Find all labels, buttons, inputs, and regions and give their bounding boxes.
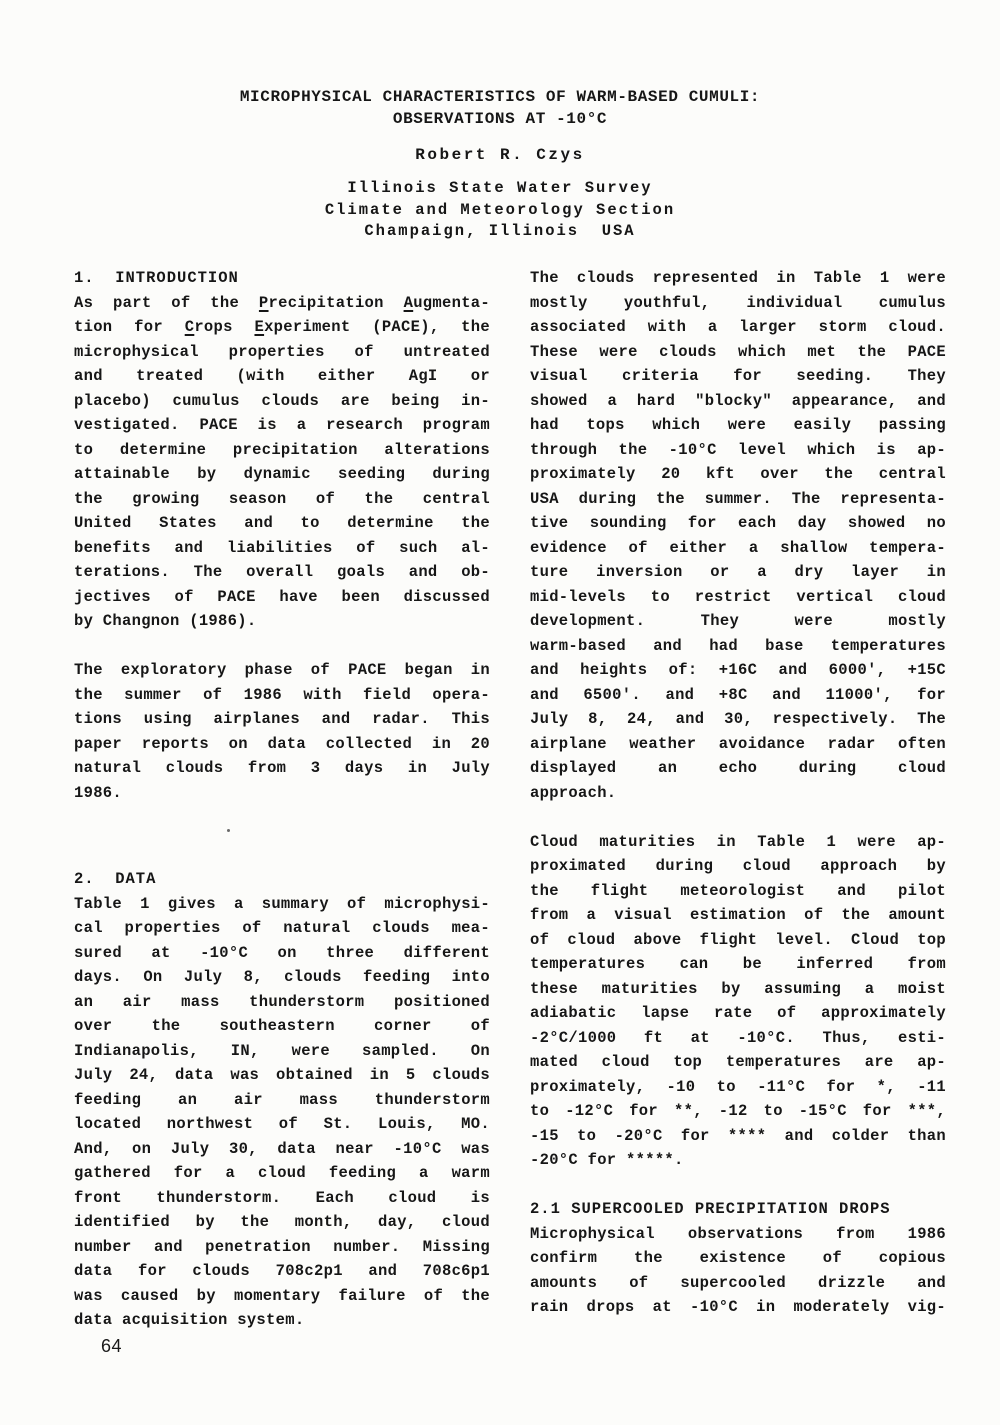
text-line: Table 1 gives a summary of microphysi- — [74, 894, 490, 913]
paragraph-introduction-1 — [74, 291, 490, 634]
text-line: ture inversion or a dry layer in — [530, 563, 946, 581]
text-line: from a visual estimation of the amount — [530, 906, 946, 924]
text-line: -20°C for *****. — [530, 1151, 684, 1169]
text-line: placebo) cumulus clouds are being in- — [74, 391, 490, 410]
text-line: proximately, -10 to -11°C for *, -11 — [530, 1077, 946, 1096]
text-line: proximately 20 kft over the central — [530, 465, 946, 483]
underlined-letter: P — [258, 293, 269, 312]
text-line: number and penetration number. Missing — [74, 1237, 490, 1256]
text-line: temperatures can be inferred from — [530, 955, 946, 973]
text-line: United States and to determine the — [74, 514, 490, 532]
text-line: approach. — [530, 783, 617, 802]
text-line: July 8, 24, and 30, respectively. The — [530, 710, 946, 728]
text-line: microphysical properties of untreated — [74, 342, 490, 361]
text-line: to -12°C for **, -12 to -15°C for ***, — [530, 1102, 946, 1120]
text-line: rain drops at -10°C in moderately vig- — [530, 1298, 946, 1316]
text-line: mid-levels to restrict vertical cloud — [530, 587, 946, 606]
text-line: As part of the Precipitation Augmenta- — [74, 293, 490, 312]
text-line: mostly youthful, individual cumulus — [530, 293, 946, 312]
text-line: paper reports on data collected in 20 — [74, 734, 490, 753]
underlined-letter: A — [403, 293, 414, 312]
text-line: tive sounding for each day showed no — [530, 514, 946, 532]
text-line: benefits and liabilities of such al- — [74, 538, 490, 557]
text-line: displayed an echo during cloud — [530, 759, 946, 777]
text-line: sured at -10°C on three different — [74, 943, 490, 962]
text-line: airplane weather avoidance radar often — [530, 734, 946, 753]
section-heading-supercooled-drops: 2.1 SUPERCOOLED PRECIPITATION DROPS — [530, 1200, 891, 1218]
text-line: proximated during cloud approach by — [530, 857, 946, 875]
text-line: showed a hard "blocky" appearance, and — [530, 391, 946, 410]
text-line: terations. The overall goals and ob- — [74, 563, 490, 581]
text-line: associated with a larger storm cloud. — [530, 318, 946, 336]
text-line: by Changnon (1986). — [74, 612, 257, 630]
text-line: feeding an air mass thunderstorm — [74, 1090, 490, 1109]
text-line: The clouds represented in Table 1 were — [530, 269, 946, 287]
paper-title-line-2: OBSERVATIONS AT -10°C — [392, 110, 608, 128]
text-line: These were clouds which met the PACE — [530, 342, 946, 361]
text-line: Indianapolis, IN, were sampled. On — [74, 1041, 490, 1060]
affiliation-line-2: Climate and Meteorology Section — [324, 200, 676, 219]
text-line: data acquisition system. — [74, 1311, 305, 1329]
text-line: And, on July 30, data near -10°C was — [74, 1139, 490, 1158]
text-line: 1986. — [74, 783, 123, 802]
text-line: the flight meteorologist and pilot — [530, 881, 946, 900]
affiliation-line-1: Illinois State Water Survey — [347, 179, 653, 197]
text-line: gathered for a cloud feeding a warm — [74, 1164, 490, 1182]
section-heading-introduction: 1. INTRODUCTION — [74, 269, 239, 287]
section-heading-data: 2. DATA — [74, 870, 157, 888]
text-line: was caused by momentary failure of the — [74, 1286, 490, 1305]
left-column — [74, 266, 490, 1333]
text-line: days. On July 8, clouds feeding into — [74, 968, 490, 986]
paper-title-line-1: MICROPHYSICAL CHARACTERISTICS OF WARM-BASED CUMULI: — [239, 88, 761, 106]
author-name: Robert R. Czys — [415, 146, 585, 164]
text-line: development. They were mostly — [530, 612, 946, 630]
scan-artifact-dot — [227, 829, 230, 832]
text-line: attainable by dynamic seeding during — [74, 465, 490, 483]
affiliation-block — [0, 178, 1000, 243]
text-line: adiabatic lapse rate of approximately — [530, 1004, 946, 1022]
text-line: evidence of either a shallow tempera- — [530, 538, 946, 557]
text-line: Cloud maturities in Table 1 were ap- — [530, 832, 946, 851]
affiliation-line-3: Champaign, Illinois USA — [364, 222, 636, 240]
text-line: July 24, data was obtained in 5 clouds — [74, 1066, 490, 1084]
text-line: identified by the month, day, cloud — [74, 1213, 490, 1231]
text-line: and treated (with either AgI or — [74, 367, 490, 385]
text-line: -15 to -20°C for **** and colder than — [530, 1126, 946, 1145]
text-line: visual criteria for seeding. They — [530, 367, 946, 385]
text-line: The exploratory phase of PACE began in — [74, 661, 490, 679]
text-line: located northwest of St. Louis, MO. — [74, 1115, 490, 1133]
text-line: data for clouds 708c2p1 and 708c6p1 — [74, 1262, 490, 1280]
paragraph-supercooled-drops-1 — [530, 1222, 946, 1320]
title-block — [0, 86, 1000, 243]
text-line: Microphysical observations from 1986 — [530, 1224, 946, 1243]
text-line: through the -10°C level which is ap- — [530, 440, 946, 459]
underlined-letter: C — [184, 318, 195, 336]
text-line: and heights of: +16C and 6000', +15C — [530, 661, 946, 679]
underlined-letter: E — [254, 318, 265, 336]
text-line: the growing season of the central — [74, 489, 490, 508]
text-line: over the southeastern corner of — [74, 1017, 490, 1035]
text-line: these maturities by assuming a moist — [530, 979, 946, 998]
text-line: confirm the existence of copious — [530, 1249, 946, 1267]
text-line: front thunderstorm. Each cloud is — [74, 1188, 490, 1207]
text-line: -2°C/1000 ft at -10°C. Thus, esti- — [530, 1028, 946, 1047]
text-line: and 6500'. and +8C and 11000', for — [530, 685, 946, 704]
text-line: an air mass thunderstorm positioned — [74, 992, 490, 1011]
text-line: vestigated. PACE is a research program — [74, 416, 490, 434]
text-line: had tops which were easily passing — [530, 416, 946, 434]
text-line: the summer of 1986 with field opera- — [74, 685, 490, 704]
text-line: mated cloud top temperatures are ap- — [530, 1053, 946, 1071]
text-line: cal properties of natural clouds mea- — [74, 919, 490, 937]
right-column — [530, 266, 946, 1320]
text-line: jectives of PACE have been discussed — [74, 587, 490, 606]
paragraph-data-1 — [74, 892, 490, 1333]
text-line: of cloud above flight level. Cloud top — [530, 930, 946, 949]
page-number: 64 — [101, 1336, 123, 1356]
text-line: to determine precipitation alterations — [74, 440, 490, 459]
text-line: tions using airplanes and radar. This — [74, 710, 490, 728]
text-line: warm-based and had base temperatures — [530, 636, 946, 655]
text-line: amounts of supercooled drizzle and — [530, 1273, 946, 1292]
paragraph-introduction-2 — [74, 658, 490, 805]
text-line: tion for Crops Experiment (PACE), the — [74, 318, 490, 336]
text-line: natural clouds from 3 days in July — [74, 759, 490, 777]
text-line: USA during the summer. The representa- — [530, 489, 946, 508]
paragraph-clouds-represented — [530, 266, 946, 805]
paragraph-cloud-maturities — [530, 830, 946, 1173]
